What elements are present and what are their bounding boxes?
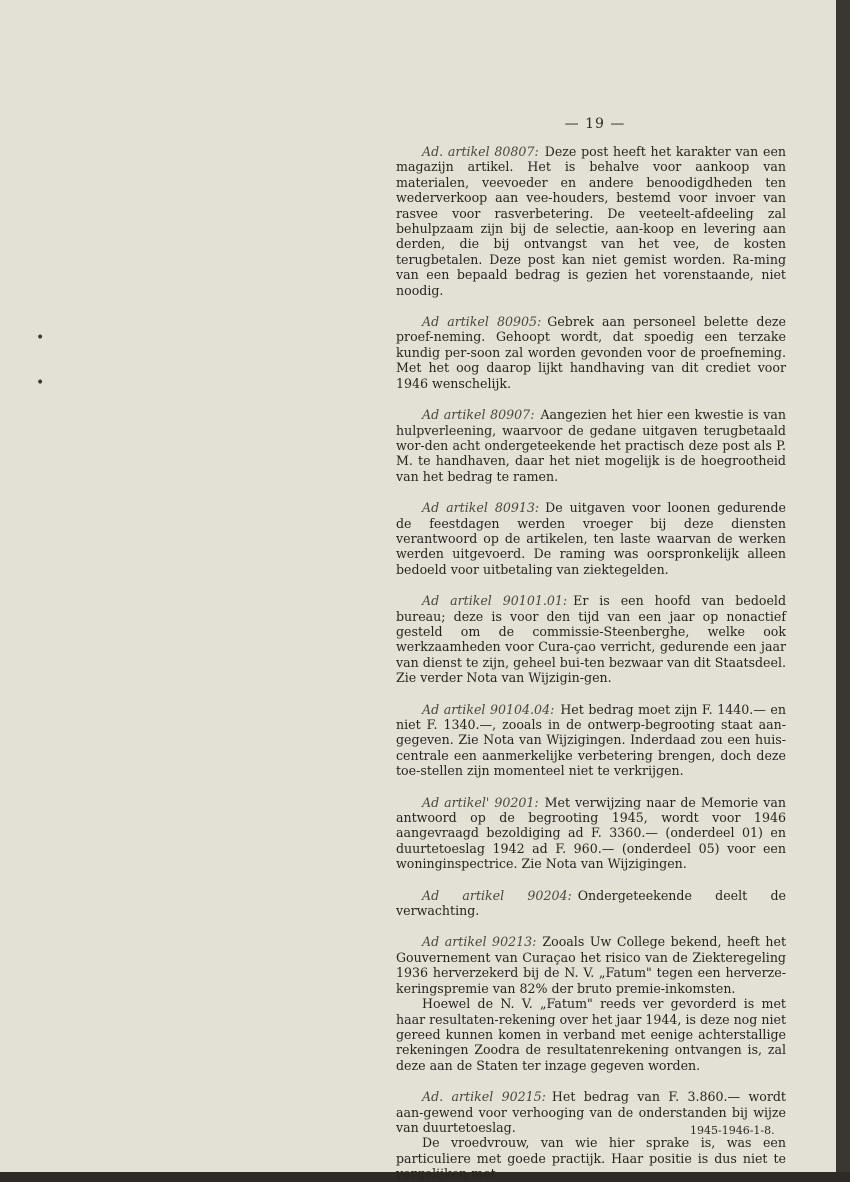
paragraph-continuation bbox=[396, 1135, 786, 1181]
document-body bbox=[396, 144, 786, 1182]
article-reference: Ad artikel 90101.01: bbox=[422, 593, 568, 609]
article-reference: Ad artikel 80905: bbox=[422, 314, 542, 330]
paragraph bbox=[396, 314, 786, 391]
paragraph bbox=[396, 144, 786, 298]
article-reference: Ad artikel' 90201: bbox=[422, 794, 539, 810]
paragraph bbox=[396, 934, 786, 996]
article-reference: Ad artikel 90213: bbox=[422, 934, 537, 950]
paragraph-text: Er is een hoofd van bedoeld bureau; deze is voor den tijd van een jaar op nonactief gesteld om de commissie-Steenberghe, welke ook werkzaamheden voor Cura-çao verricht, gedurende een jaar van dienst te zijn, geheel bui-ten bezwaar van dit Staatsdeel. Zie verder Nota van Wijzigin-gen. bbox=[396, 593, 787, 686]
margin-dot: • bbox=[36, 375, 45, 391]
paragraph-continuation bbox=[396, 996, 786, 1073]
article-reference: Ad artikel 90104.04: bbox=[422, 701, 555, 717]
paragraph-text: Ondergeteekende deelt de verwachting. bbox=[396, 887, 786, 919]
paragraph bbox=[396, 407, 786, 484]
article-reference: Ad artikel 80913: bbox=[422, 500, 540, 516]
paragraph bbox=[396, 888, 786, 919]
paragraph bbox=[396, 500, 786, 577]
page-number: — 19 — bbox=[564, 116, 626, 132]
paragraph bbox=[396, 702, 786, 779]
paragraph-text: Zooals Uw College bekend, heeft het Gouvernement van Curaçao het risico van de Ziekteregeling 1936 herverzekerd bij de N. V. „Fatum" tegen een herverze-keringspremie van 82% der bruto premie-inkomsten. bbox=[396, 934, 787, 996]
paragraph-text: Gebrek aan personeel belette deze proef-neming. Gehoopt wordt, dat spoedig een terzake kundig per-soon zal worden gevonden voor de proefneming. Met het oog daarop lijkt handhaving van dit crediet voor 1946 wenschelijk. bbox=[396, 314, 786, 391]
paragraph-text: Met verwijzing naar de Memorie van antwoord op de begrooting 1945, wordt voor 1946 aangevraagd bezoldiging ad F. 3360.— (onderdeel 01) en duurtetoeslag 1942 ad F. 960.— (onderdeel 05) voor een woninginspectrice. Zie Nota van Wijzigingen. bbox=[396, 794, 786, 872]
document-code: 1945-1946-1-8. bbox=[690, 1124, 775, 1137]
paragraph-text: De vroedvrouw, van wie hier sprake is, was een particuliere met goede practijk. Haar positie is dus niet te vergelijken met bbox=[396, 1135, 786, 1182]
margin-dot: • bbox=[36, 330, 45, 346]
paragraph-text: Het bedrag van F. 3.860.— wordt aan-gewend voor verhooging van de onderstanden bij wijze van duurtetoeslag. bbox=[396, 1089, 786, 1135]
article-reference: Ad. artikel 90215: bbox=[422, 1089, 546, 1105]
article-reference: Ad artikel 80907: bbox=[422, 407, 535, 423]
article-reference: Ad. artikel 80807: bbox=[422, 144, 539, 159]
paragraph-text: De uitgaven voor loonen gedurende de feestdagen werden vroeger bij deze diensten verantwoord op de artikelen, ten laste waarvan de werken werden uitgevoerd. De raming was oorspronkelijk alleen bedoeld voor uitbetaling van ziektegelden. bbox=[396, 500, 786, 577]
paragraph bbox=[396, 795, 786, 872]
paragraph-text: Het bedrag moet zijn F. 1440.— en niet F. 1340.—, zooals in de ontwerp-begrooting staat aan-gegeven. Zie Nota van Wijzigingen. Inderdaad zou een huis-centrale een aanmerkelijke verbetering brengen, doch deze toe-stellen zijn momenteel niet te verkrijgen. bbox=[396, 701, 786, 779]
paragraph-text: Deze post heeft het karakter van een magazijn artikel. Het is behalve voor aankoop van materialen, veevoeder en andere benoodigdheden ten wederverkoop aan vee-houders, bestemd voor invoer van rasvee voor rasverbetering. De veeteelt-afdeeling zal behulpzaam zijn bij de selectie, aan-koop en levering aan derden, die bij ontvangst van het vee, de kosten terugbetalen. Deze post kan niet gemist worden. Ra-ming van een bepaald bedrag is gezien het vorenstaande, niet noodig. bbox=[396, 144, 787, 298]
article-reference: Ad artikel 90204: bbox=[422, 887, 572, 903]
paragraph-text: Aangezien het hier een kwestie is van hulpverleening, waarvoor de gedane uitgaven terugbetaald wor-den acht ondergeteekende het practisch deze post als P. M. te handhaven, daar het niet mogelijk is de hoegrootheid van het bedrag te ramen. bbox=[396, 407, 787, 484]
paragraph bbox=[396, 593, 786, 685]
paragraph-text: Hoewel de N. V. „Fatum" reeds ver gevorderd is met haar resultaten-rekening over het jaar 1944, is deze nog niet gereed kunnen komen in verband met eenige achterstallige rekeningen Zoodra de resultatenrekening ontvangen is, zal deze aan de Staten ter inzage gegeven worden. bbox=[396, 996, 786, 1073]
scan-right-edge bbox=[836, 0, 850, 1172]
